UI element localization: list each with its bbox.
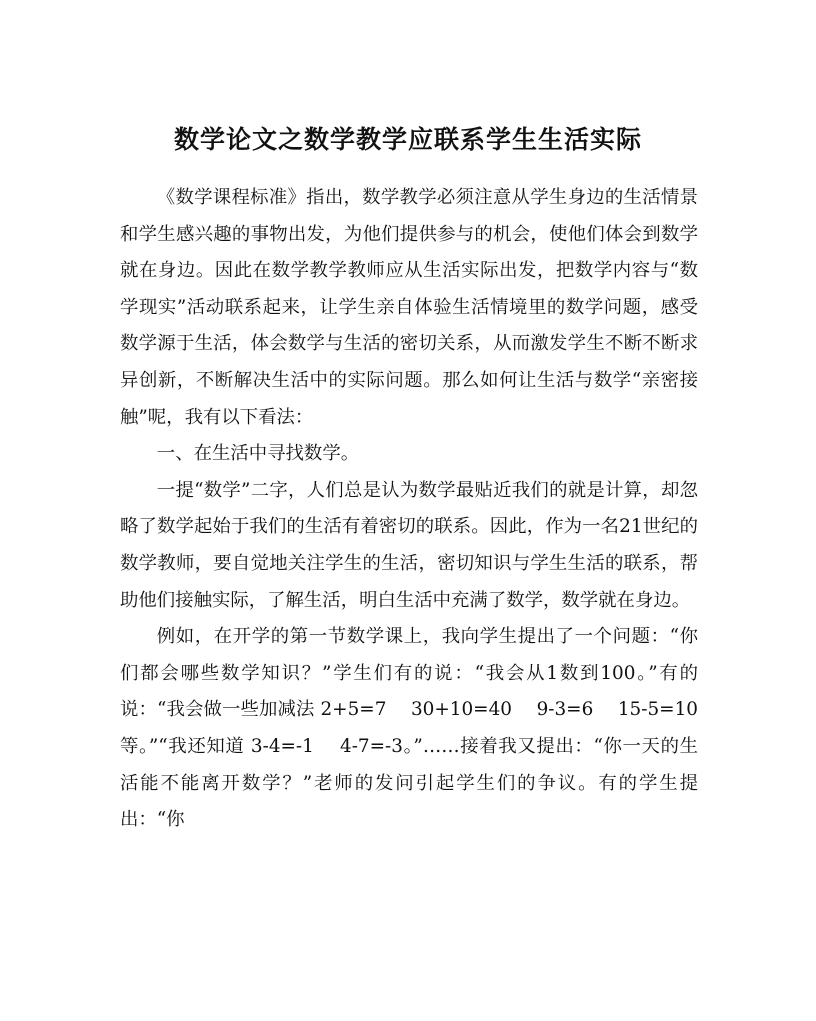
paragraph-intro: 《数学课程标准》指出，数学教学必须注意从学生身边的生活情景和学生感兴趣的事物出发，为他们提供参与的机会，使他们体会到数学就在身边。因此在数学教学教师应从生活实际出发，把数学内容与“数学现实”活动联系起来，让学生亲自体验生活情境里的数学问题，感受数学源于生活，体会数学与生活的密切关系，从而激发学生不断不断求异创新，不断解决生活中的实际问题。那么如何让生活与数学“亲密接触”呢，我有以下看法： (120, 187, 698, 428)
document-title: 数学论文之数学教学应联系学生生活实际 (173, 124, 642, 154)
document-body (120, 180, 698, 839)
section-heading: 一、在生活中寻找数学。 (156, 443, 360, 465)
paragraph-section-1: 一提“数学”二字，人们总是认为数学最贴近我们的就是计算，却忽略了数学起始于我们的生活有着密切的联系。因此，作为一名21世纪的数学教师，要自觉地关注学生的生活，密切知识与学生生活的联系，帮助他们接触实际，了解生活，明白生活中充满了数学，数学就在身边。 (120, 479, 698, 611)
paragraph-example: 例如，在开学的第一节数学课上，我向学生提出了一个问题：“你们都会哪些数学知识？”学生们有的说：“我会从1数到100。”有的说：“我会做一些加减法 2+5=7 30+10=40 9-3=6 15-5=10 等。”“我还知道 3-4=-1 4-7=-3。”……接着我又提出：“你一天的生活能不能离开数学？”老师的发问引起学生们的争议。有的学生提出：“你 (120, 626, 698, 831)
